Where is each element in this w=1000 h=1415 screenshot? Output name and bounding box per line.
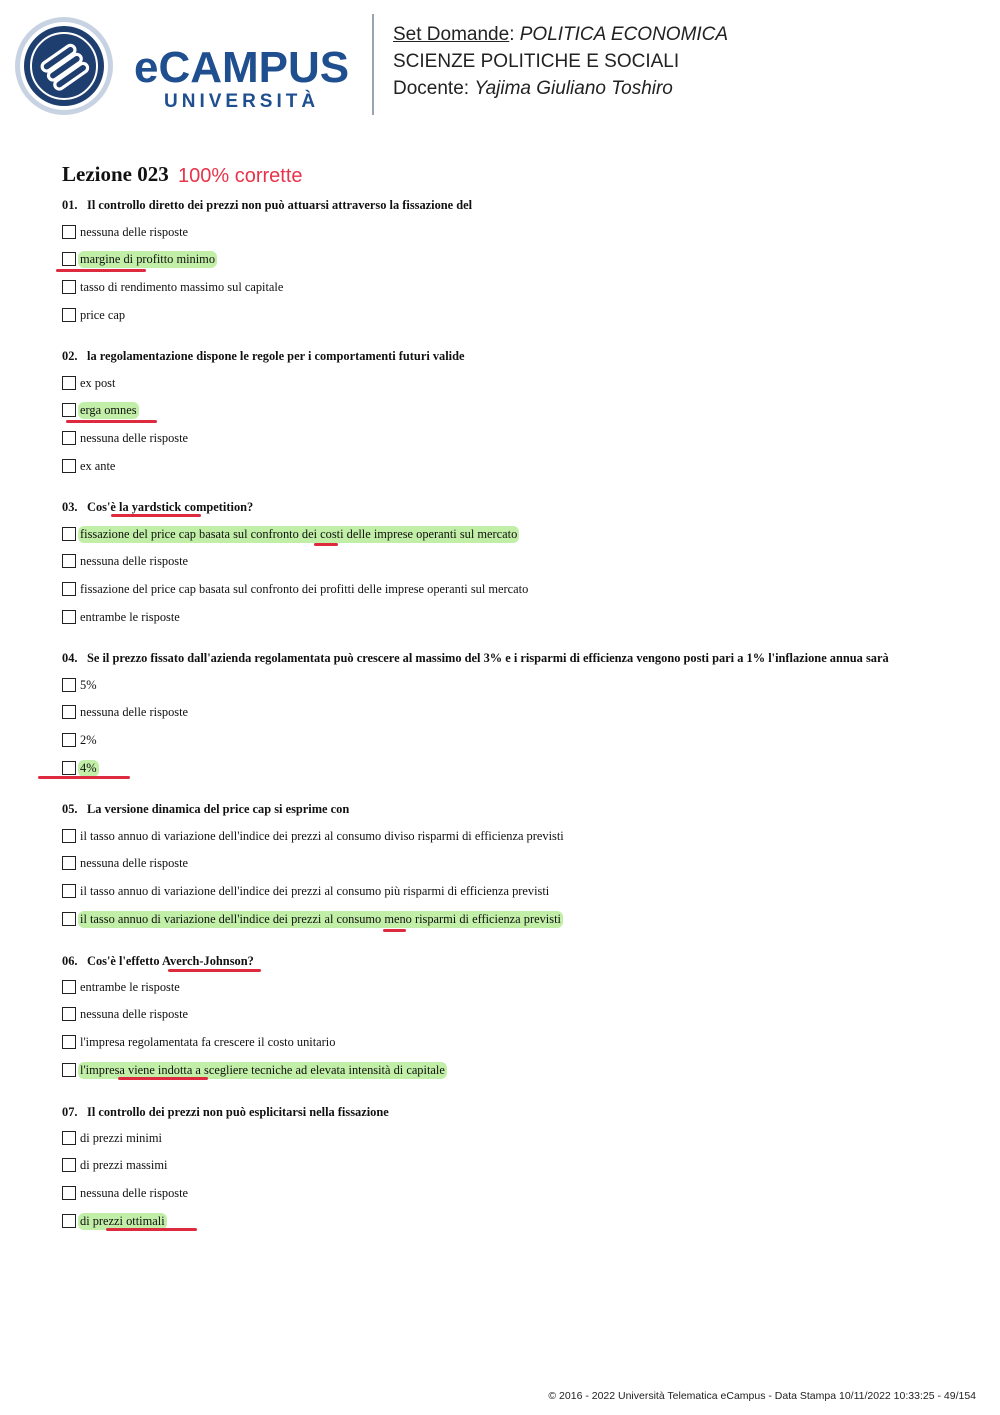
question-number: 03. <box>62 500 78 514</box>
red-underline-mark <box>168 969 261 972</box>
option-label: entrambe le risposte <box>80 979 180 994</box>
faculty-name: SCIENZE POLITICHE E SOCIALI <box>393 51 680 72</box>
option-07-b[interactable] <box>62 1155 169 1175</box>
checkbox[interactable] <box>62 431 76 445</box>
checkbox[interactable] <box>62 1186 76 1200</box>
question-number: 02. <box>62 349 78 363</box>
question-text: Il controllo diretto dei prezzi non può attuarsi attraverso la fissazione del <box>87 198 473 212</box>
question-number: 01. <box>62 198 78 212</box>
option-label: il tasso annuo di variazione dell'indice dei prezzi al consumo diviso risparmi di efficienza previsti <box>80 828 564 843</box>
checkbox[interactable] <box>62 829 76 843</box>
logo-subtitle: UNIVERSITÀ <box>164 91 320 112</box>
checkbox[interactable] <box>62 1158 76 1172</box>
checkbox[interactable] <box>62 554 76 568</box>
option-07-c[interactable] <box>62 1183 190 1203</box>
option-02-a[interactable] <box>62 373 117 393</box>
option-02-d[interactable] <box>62 456 117 476</box>
question-number: 07. <box>62 1105 78 1119</box>
checkbox[interactable] <box>62 252 76 266</box>
option-label: ex post <box>80 375 116 390</box>
option-05-d[interactable] <box>62 909 563 929</box>
ecampus-logo <box>14 16 359 116</box>
course-name: POLITICA ECONOMICA <box>519 24 729 45</box>
checkbox[interactable] <box>62 527 76 541</box>
header-divider <box>372 14 374 115</box>
header-course-line: Set Domande: POLITICA ECONOMICA <box>393 24 729 45</box>
docente-label: Docente: <box>393 78 470 99</box>
set-label: Set Domande <box>393 24 510 45</box>
option-label: nessuna delle risposte <box>80 430 189 445</box>
page-footer: © 2016 - 2022 Università Telematica eCampus - Data Stampa 10/11/2022 10:33:25 - 49/154 <box>548 1390 976 1402</box>
option-label-correct: il tasso annuo di variazione dell'indice dei prezzi al consumo meno risparmi di efficienza previsti <box>80 911 561 926</box>
option-05-b[interactable] <box>62 853 190 873</box>
red-underline-mark <box>111 514 201 517</box>
question-03 <box>62 500 253 515</box>
option-01-a[interactable] <box>62 222 190 242</box>
red-underline-mark <box>118 1077 208 1080</box>
option-label: nessuna delle risposte <box>80 224 189 239</box>
option-04-c[interactable] <box>62 730 99 750</box>
checkbox[interactable] <box>62 225 76 239</box>
option-label: di prezzi minimi <box>80 1130 162 1145</box>
question-number: 05. <box>62 802 78 816</box>
logo-wordmark: eCAMPUS <box>134 43 350 92</box>
option-03-b[interactable] <box>62 551 190 571</box>
option-03-c[interactable] <box>62 579 530 599</box>
question-05 <box>62 802 349 817</box>
option-04-b[interactable] <box>62 702 190 722</box>
checkbox[interactable] <box>62 705 76 719</box>
checkbox[interactable] <box>62 459 76 473</box>
red-underline-mark <box>56 269 146 272</box>
option-label: nessuna delle risposte <box>80 855 189 870</box>
option-07-a[interactable] <box>62 1128 164 1148</box>
checkbox[interactable] <box>62 980 76 994</box>
checkbox[interactable] <box>62 678 76 692</box>
question-text: Se il prezzo fissato dall'azienda regolamentata può crescere al massimo del 3% e i risparmi di efficienza vengono posti pari a 1% l'inflazione annua sarà <box>87 651 889 665</box>
red-underline-mark <box>383 929 406 932</box>
option-label: ex ante <box>80 458 116 473</box>
checkbox[interactable] <box>62 856 76 870</box>
checkbox[interactable] <box>62 733 76 747</box>
checkbox[interactable] <box>62 403 76 417</box>
option-04-a[interactable] <box>62 675 99 695</box>
option-label: entrambe le risposte <box>80 609 180 624</box>
question-number: 06. <box>62 954 78 968</box>
red-underline-mark <box>314 543 338 546</box>
question-text: Il controllo dei prezzi non può esplicitarsi nella fissazione <box>87 1105 389 1119</box>
checkbox[interactable] <box>62 1063 76 1077</box>
checkbox[interactable] <box>62 1214 76 1228</box>
question-06 <box>62 954 254 969</box>
checkbox[interactable] <box>62 582 76 596</box>
option-04-d[interactable] <box>62 758 99 778</box>
red-underline-mark <box>66 420 157 423</box>
red-underline-mark <box>106 1228 197 1231</box>
option-label-correct: l'impresa viene indotta a scegliere tecniche ad elevata intensità di capitale <box>80 1062 445 1077</box>
header-docente-line <box>393 75 673 102</box>
option-label-correct: erga omnes <box>80 402 137 417</box>
option-label-correct: fissazione del price cap basata sul confronto dei costi delle imprese operanti sul mercato <box>80 526 518 541</box>
checkbox[interactable] <box>62 912 76 926</box>
checkbox[interactable] <box>62 1131 76 1145</box>
question-text: Cos'è l'effetto Averch-Johnson? <box>87 954 254 968</box>
option-label: nessuna delle risposte <box>80 1006 189 1021</box>
option-label: 2% <box>80 732 97 747</box>
checkbox[interactable] <box>62 280 76 294</box>
checkbox[interactable] <box>62 884 76 898</box>
question-text: la regolamentazione dispone le regole per i comportamenti futuri valide <box>87 349 465 363</box>
option-label: fissazione del price cap basata sul confronto dei profitti delle imprese operanti sul mercato <box>80 581 529 596</box>
question-01 <box>62 198 472 213</box>
option-03-d[interactable] <box>62 607 182 627</box>
option-label: nessuna delle risposte <box>80 1185 189 1200</box>
question-02 <box>62 349 465 364</box>
option-02-b[interactable] <box>62 400 139 420</box>
option-label: nessuna delle risposte <box>80 704 189 719</box>
lesson-title: Lezione 023 <box>62 162 169 186</box>
option-01-c[interactable] <box>62 277 285 297</box>
option-label: di prezzi massimi <box>80 1157 168 1172</box>
lesson-score: 100% corrette <box>178 165 303 187</box>
option-06-c[interactable] <box>62 1032 337 1052</box>
option-01-b[interactable] <box>62 249 217 269</box>
checkbox[interactable] <box>62 308 76 322</box>
option-label: nessuna delle risposte <box>80 553 189 568</box>
question-text: Cos'è la yardstick competition? <box>87 500 254 514</box>
option-label-correct: di prezzi ottimali <box>80 1213 165 1228</box>
option-label: tasso di rendimento massimo sul capitale <box>80 279 284 294</box>
red-underline-mark <box>38 776 130 779</box>
checkbox[interactable] <box>62 1007 76 1021</box>
option-label-correct: margine di profitto minimo <box>80 251 216 266</box>
docente-name: Yajima Giuliano Toshiro <box>474 78 673 99</box>
option-06-a[interactable] <box>62 977 182 997</box>
question-04 <box>62 651 889 666</box>
option-label: l'impresa regolamentata fa crescere il costo unitario <box>80 1034 336 1049</box>
option-label: il tasso annuo di variazione dell'indice dei prezzi al consumo più risparmi di efficienza previsti <box>80 883 550 898</box>
question-text: La versione dinamica del price cap si esprime con <box>87 802 350 816</box>
checkbox[interactable] <box>62 1035 76 1049</box>
option-05-c[interactable] <box>62 881 551 901</box>
question-number: 04. <box>62 651 78 665</box>
option-label: 5% <box>80 677 97 692</box>
option-label-correct: 4% <box>80 760 97 775</box>
option-06-b[interactable] <box>62 1004 190 1024</box>
option-03-a[interactable] <box>62 524 519 544</box>
option-02-c[interactable] <box>62 428 190 448</box>
option-label: price cap <box>80 307 126 322</box>
question-07 <box>62 1105 389 1120</box>
checkbox[interactable] <box>62 610 76 624</box>
checkbox[interactable] <box>62 761 76 775</box>
checkbox[interactable] <box>62 376 76 390</box>
option-01-d[interactable] <box>62 305 127 325</box>
option-05-a[interactable] <box>62 826 566 846</box>
